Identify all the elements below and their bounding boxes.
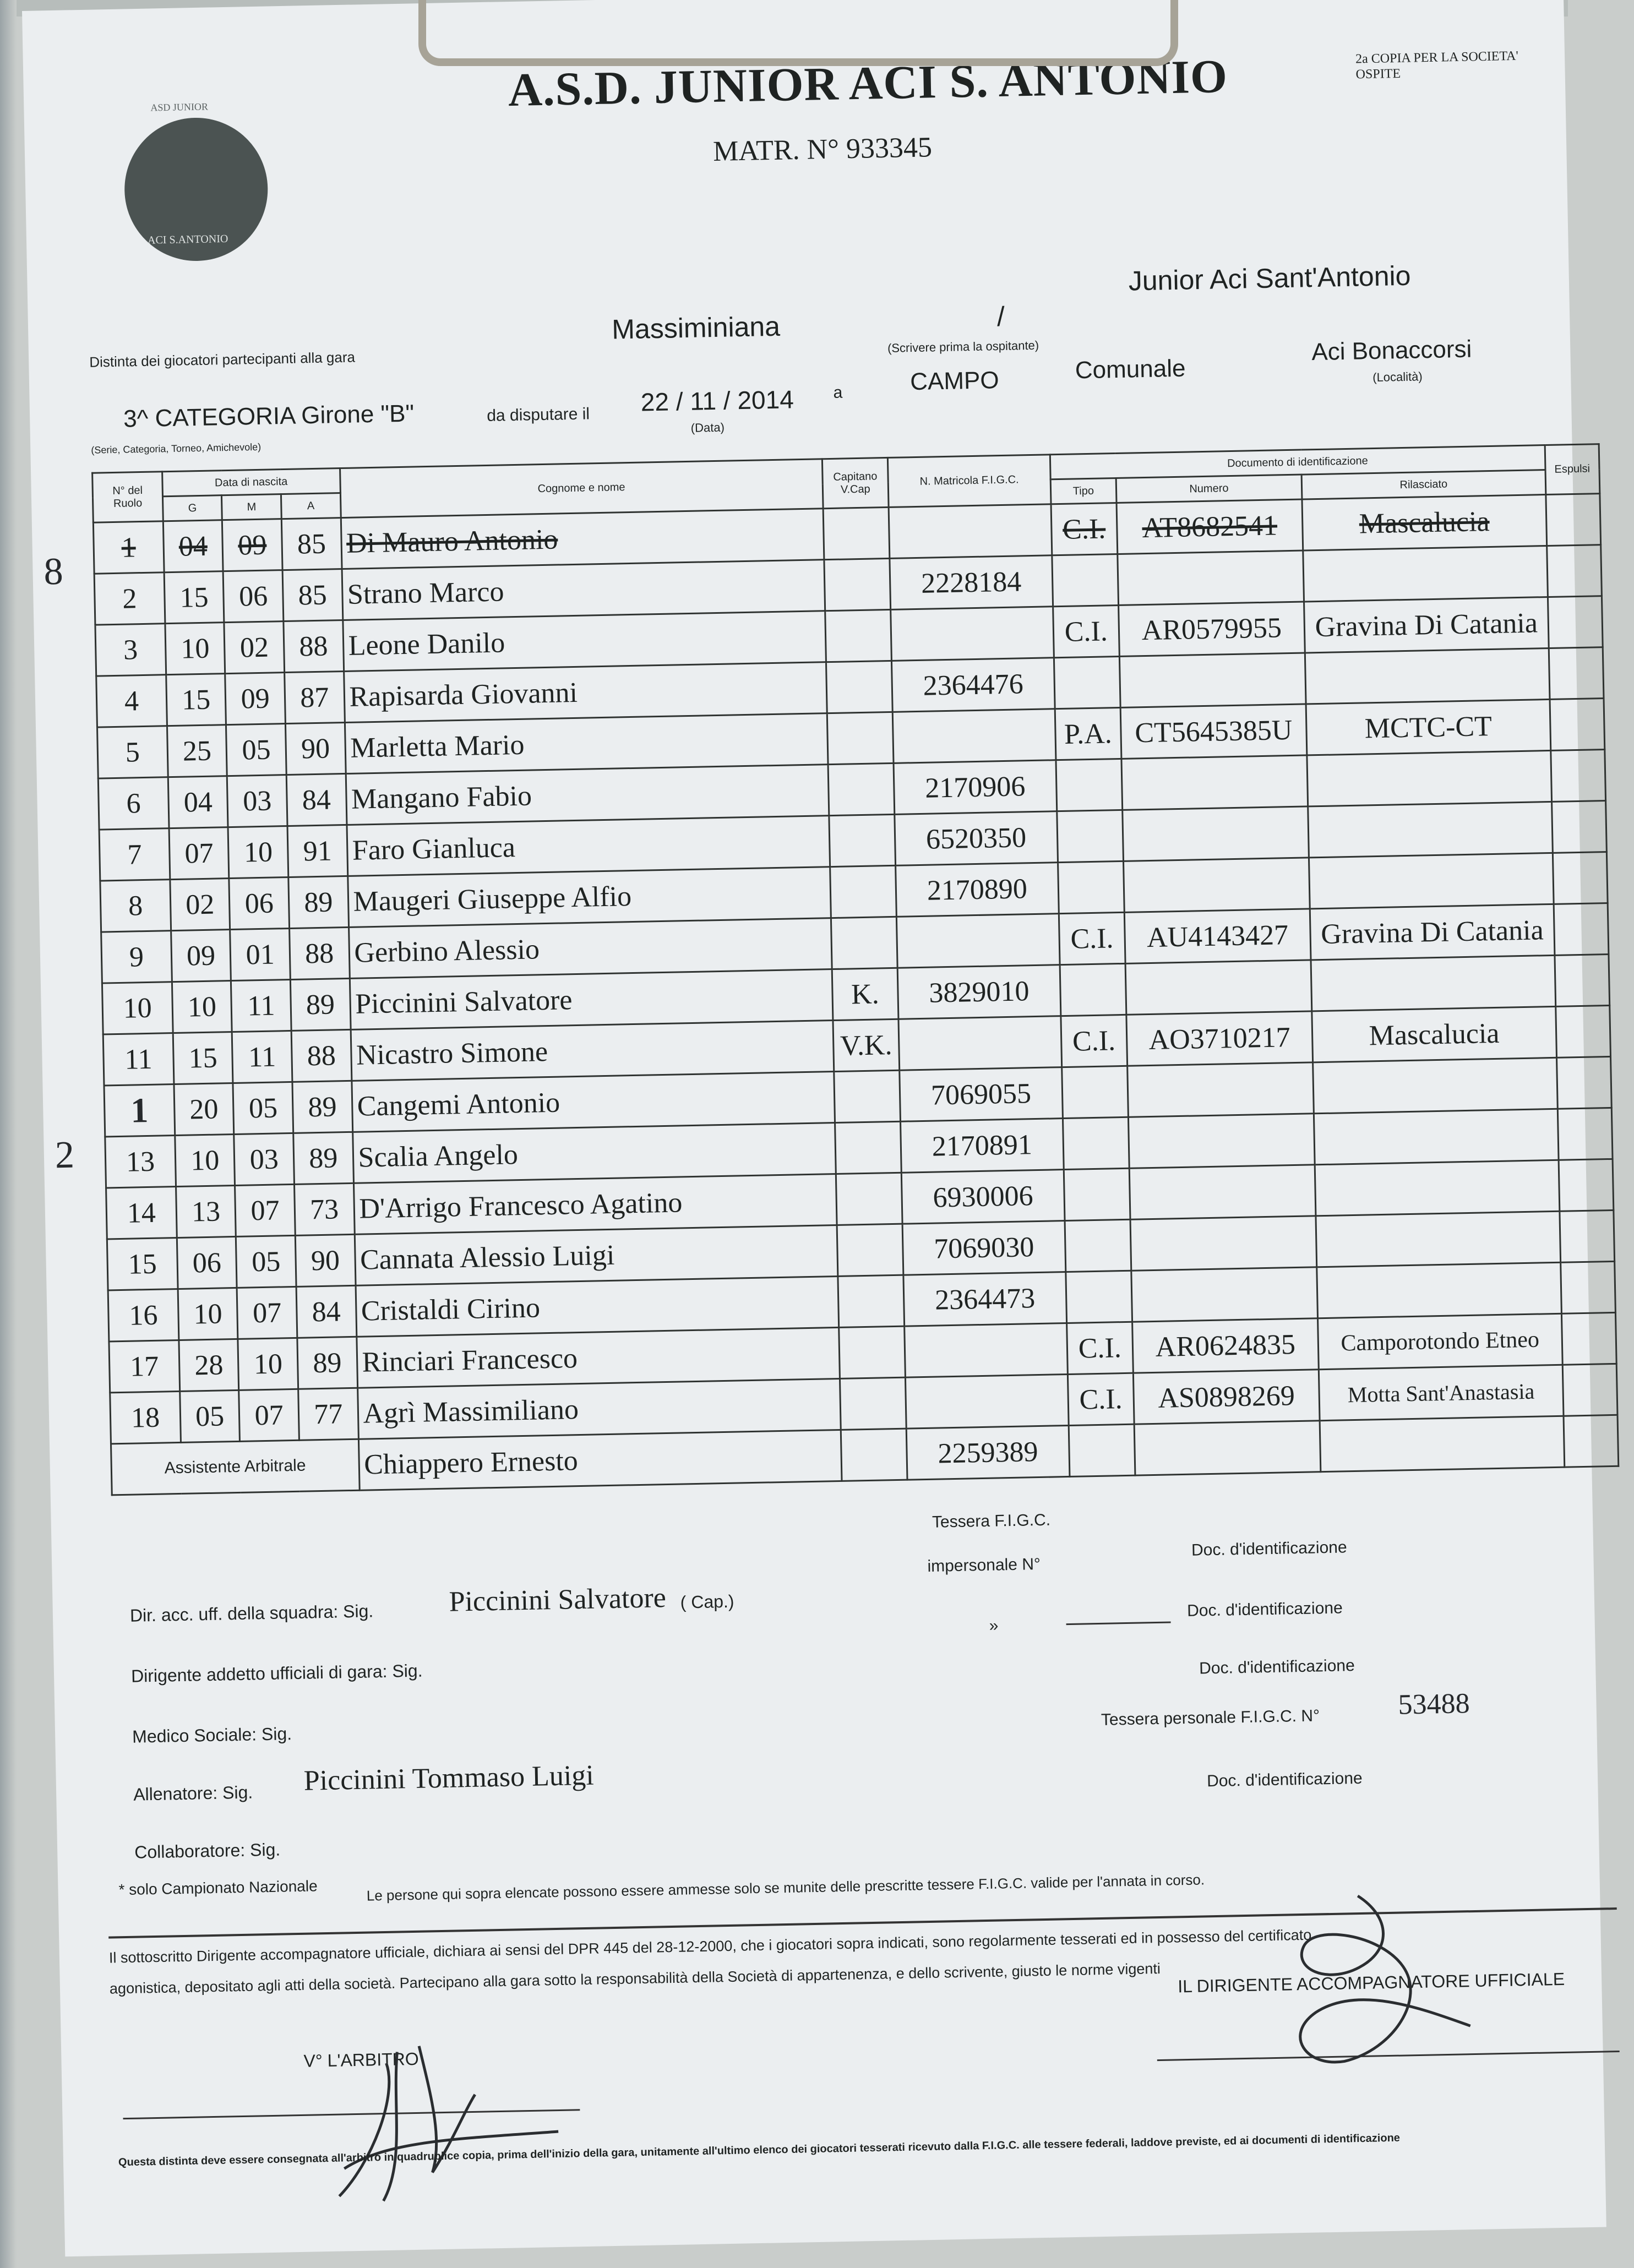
expelled-cell (1553, 852, 1608, 904)
expelled-cell (1556, 1056, 1611, 1109)
birth-day: 28 (179, 1339, 239, 1391)
dir-label: Dir. acc. uff. della squadra: Sig. (129, 1601, 374, 1626)
player-no: 18 (110, 1391, 181, 1443)
doc-type (1066, 1271, 1132, 1323)
captain-mark (823, 507, 890, 559)
header-roster-no: N° del Ruolo (92, 472, 164, 522)
header-rilasciato: Rilasciato (1301, 470, 1545, 499)
matricola: 7069055 (899, 1067, 1063, 1122)
nazionale-note: * solo Campionato Nazionale (118, 1877, 318, 1899)
doc-type: C.I. (1051, 503, 1117, 555)
birth-day: 15 (173, 1032, 233, 1084)
birth-day: 10 (165, 623, 225, 675)
player-name: Scalia Angelo (352, 1123, 836, 1184)
bottom-note: Questa distinta deve essere consegnata all'arbitro in quadruplice copia, prima dell'inizio della gara, unitamente all'ultimo elenco dei giocatori tesserati ricevuto dalla F.I.G.C. alle tessere federali, laddove previste, ed ai documenti di identificazione (118, 2131, 1401, 2169)
doc-number: CT5645385U (1120, 704, 1307, 759)
header-tipo: Tipo (1050, 478, 1116, 504)
birth-day: 25 (167, 725, 227, 777)
captain-mark (827, 712, 894, 764)
club-name: A.S.D. JUNIOR ACI S. ANTONIO (507, 49, 1228, 117)
doc-type: C.I. (1059, 912, 1125, 964)
arbitro-label: V° L'ARBITRO (303, 2048, 420, 2071)
margin-mark-8: 8 (43, 550, 64, 593)
locality: Aci Bonaccorsi (1311, 335, 1472, 366)
player-no: 7 (99, 828, 170, 881)
birth-month: 03 (234, 1133, 294, 1185)
doc-type (1058, 861, 1124, 913)
matricola: 2170906 (894, 760, 1057, 815)
doc-issuer (1307, 750, 1551, 806)
player-name: Gerbino Alessio (348, 918, 832, 979)
date-note: (Data) (690, 420, 725, 435)
player-no: 17 (109, 1340, 180, 1392)
roster-table (91, 443, 1619, 1496)
background-edge (0, 0, 17, 2268)
birth-day: 05 (180, 1390, 240, 1442)
birth-year: 77 (298, 1388, 358, 1440)
doc-number (1130, 1216, 1317, 1271)
player-name: Di Mauro Antonio (341, 509, 824, 569)
margin-mark-2: 2 (55, 1133, 75, 1177)
captain-mark (837, 1224, 903, 1276)
birth-day: 15 (166, 674, 226, 726)
captain-mark (825, 609, 892, 662)
player-no: 5 (97, 726, 168, 778)
doc-type: C.I. (1053, 605, 1119, 657)
captain-mark (836, 1173, 902, 1225)
birth-year: 90 (295, 1234, 355, 1286)
birth-year: 84 (286, 773, 346, 826)
home-team: Massiminiana (611, 310, 781, 345)
captain-mark (826, 661, 892, 713)
matricola (892, 709, 1056, 764)
player-no: 11 (103, 1033, 174, 1086)
player-no: 8 (100, 880, 171, 932)
doc-number: AT8682541 (1116, 499, 1303, 554)
doc-issuer: Mascalucia (1302, 495, 1546, 550)
birth-month: 07 (237, 1286, 297, 1339)
arbitro-signature (320, 2026, 587, 2207)
doc-issuer (1315, 1160, 1559, 1215)
birth-day: 13 (176, 1185, 236, 1237)
header-id-doc: Documento di identificazione (1050, 445, 1545, 479)
doc-type (1052, 554, 1118, 606)
doc-type: C.I. (1061, 1015, 1127, 1067)
doc-type (1064, 1168, 1130, 1220)
header-expelled: Espulsi (1545, 444, 1600, 495)
matricola (904, 1323, 1067, 1378)
matricola (898, 1016, 1062, 1071)
header-name: Cognome e nome (340, 459, 823, 518)
locality-note: (Località) (1372, 369, 1423, 385)
expelled-cell (1545, 494, 1600, 546)
matricola (890, 607, 1054, 661)
ditto-mark: » (989, 1616, 999, 1635)
player-name: Rinciari Francesco (356, 1327, 840, 1388)
matricola: 2170890 (895, 863, 1059, 917)
assistant-matricola: 2259389 (906, 1425, 1070, 1480)
player-name: Nicastro Simone (351, 1021, 834, 1081)
header-numero: Numero (1116, 475, 1303, 503)
captain-mark (829, 814, 896, 866)
header-a: A (281, 493, 340, 519)
birth-year: 88 (284, 620, 344, 673)
doc-type: C.I. (1067, 1373, 1134, 1425)
captain-mark (838, 1275, 905, 1327)
doc-issuer (1309, 853, 1554, 908)
player-name: Marletta Mario (345, 713, 828, 774)
doc-issuer (1317, 1262, 1561, 1318)
birth-day: 04 (168, 776, 228, 828)
field-label: CAMPO (909, 367, 1000, 396)
player-no: 4 (96, 675, 167, 727)
logo-text-top: ASD JUNIOR (150, 101, 209, 113)
assistant-cap-cell (841, 1429, 907, 1481)
player-no: 3 (95, 624, 166, 676)
matricola (905, 1374, 1069, 1429)
doc-issuer: Camporotondo Etneo (1318, 1313, 1562, 1369)
player-name: Rapisarda Giovanni (344, 662, 827, 723)
doc-issuer: Gravina Di Catania (1304, 597, 1549, 653)
header-m: M (222, 494, 281, 520)
write-first-note: (Scrivere prima la ospitante) (887, 338, 1039, 355)
doc-type (1054, 656, 1120, 708)
player-no: 6 (98, 777, 169, 830)
captain-mark (830, 865, 897, 918)
doc-number (1117, 550, 1304, 605)
doc-type (1065, 1219, 1131, 1272)
doc-number (1128, 1114, 1315, 1168)
doc-number (1121, 755, 1308, 810)
birth-year: 90 (285, 722, 345, 775)
match-date: 22 / 11 / 2014 (640, 385, 794, 417)
document-sheet (22, 0, 1606, 2256)
expelled-cell (1561, 1312, 1616, 1365)
at-label: a (833, 383, 843, 402)
assistant-doc-number (1134, 1421, 1321, 1475)
birth-day: 20 (174, 1083, 234, 1135)
doc-number (1131, 1267, 1317, 1322)
matricola: 2364476 (891, 658, 1055, 712)
doc-number: AR0624835 (1132, 1318, 1319, 1373)
expelled-cell (1557, 1108, 1613, 1160)
doc-number: AR0579955 (1118, 602, 1305, 656)
birth-year: 84 (296, 1285, 356, 1338)
captain-mark (835, 1121, 902, 1174)
captain-mark (831, 917, 897, 969)
birth-month: 11 (232, 1031, 292, 1083)
player-name: Faro Gianluca (346, 816, 830, 876)
doc-number (1123, 858, 1310, 912)
expelled-cell (1562, 1364, 1617, 1416)
doc-number: AS0898269 (1133, 1370, 1320, 1424)
birth-day: 06 (177, 1236, 237, 1289)
to-play-label: da disputare il (486, 405, 590, 425)
player-name: Piccinini Salvatore (350, 969, 833, 1030)
birth-day: 10 (172, 981, 232, 1033)
expelled-cell (1554, 954, 1609, 1006)
dir-cap: ( Cap.) (680, 1591, 734, 1612)
assistant-doc-type (1069, 1424, 1135, 1476)
birth-year: 73 (294, 1183, 354, 1235)
player-no: 1 (104, 1084, 175, 1137)
doc-number: AO3710217 (1126, 1011, 1312, 1066)
matricola: 7069030 (902, 1221, 1066, 1275)
birth-month: 02 (224, 621, 284, 674)
doc-number (1119, 653, 1306, 707)
doc-issuer (1303, 546, 1548, 602)
birth-month: 10 (238, 1338, 298, 1390)
expelled-cell (1546, 545, 1602, 597)
birth-year: 88 (290, 927, 350, 979)
birth-month: 06 (229, 877, 289, 930)
dir-name: Piccinini Salvatore (449, 1582, 667, 1618)
player-name: Leone Danilo (342, 611, 826, 672)
captain-mark (828, 763, 895, 815)
impersonale-label: impersonale N° (927, 1555, 1041, 1575)
birth-month: 07 (239, 1389, 299, 1441)
away-team: Junior Aci Sant'Antonio (1128, 260, 1411, 297)
doc-id-label-4: Doc. d'identificazione (1206, 1769, 1363, 1791)
expelled-cell (1559, 1159, 1614, 1211)
captain-mark (824, 558, 891, 610)
player-no: 9 (101, 931, 172, 983)
intro-label: Distinta dei giocatori partecipanti alla gara (89, 348, 356, 370)
birth-day: 10 (178, 1288, 238, 1340)
declaration-line-2: agonistica, depositato agli atti della società. Partecipano alla gara sotto la responsabilità della Società di appartenenza, e dello scrivente, giusto le norme vigenti (109, 1960, 1161, 1997)
birth-day: 09 (171, 930, 231, 982)
birth-month: 05 (226, 724, 286, 776)
matricola: 2170891 (900, 1119, 1064, 1173)
birth-year: 85 (282, 569, 342, 621)
player-name: Cangemi Antonio (351, 1072, 835, 1132)
doc-type: P.A. (1055, 707, 1121, 760)
player-no: 13 (105, 1136, 176, 1188)
doc-type: C.I. (1067, 1322, 1133, 1374)
birth-year: 85 (281, 518, 341, 570)
player-no: 2 (94, 573, 165, 625)
doc-number (1125, 960, 1312, 1015)
birth-year: 89 (292, 1081, 352, 1133)
assistant-doc-issuer (1320, 1416, 1564, 1471)
header-g: G (162, 495, 222, 521)
doc-number (1129, 1165, 1316, 1219)
doc-id-label-1: Doc. d'identificazione (1191, 1538, 1347, 1560)
player-no: 16 (108, 1289, 179, 1341)
doc-issuer (1311, 955, 1555, 1011)
matricola-number: MATR. N° 933345 (712, 132, 933, 167)
player-name: Strano Marco (342, 560, 825, 620)
birth-year: 89 (288, 876, 348, 928)
birth-day: 10 (175, 1134, 235, 1186)
doc-id-label-3: Doc. d'identificazione (1199, 1656, 1355, 1678)
doc-issuer: Gravina Di Catania (1310, 904, 1554, 959)
player-name: Mangano Fabio (346, 765, 829, 825)
matricola: 6930006 (901, 1170, 1065, 1224)
birth-month: 03 (227, 775, 287, 827)
doc-type (1063, 1117, 1129, 1169)
doc-type (1057, 810, 1123, 862)
dirigente-signature (1248, 1882, 1504, 2074)
expelled-cell (1559, 1210, 1614, 1262)
birth-year: 91 (287, 825, 347, 877)
doc-type (1060, 963, 1126, 1016)
birth-year: 88 (291, 1029, 351, 1082)
doc-issuer (1305, 648, 1550, 704)
doc-issuer: Mascalucia (1312, 1006, 1556, 1062)
tessera-personale-label: Tessera personale F.I.G.C. N° (1101, 1707, 1320, 1729)
tessera-label: Tessera F.I.G.C. (932, 1511, 1051, 1531)
player-name: Agrì Massimiliano (357, 1378, 841, 1439)
dirigente-signature-label: IL DIRIGENTE ACCOMPAGNATORE UFFICIALE (1177, 1969, 1565, 1997)
category-note: (Serie, Categoria, Torneo, Amichevole) (91, 441, 262, 456)
player-no: 10 (102, 982, 173, 1034)
birth-month: 05 (233, 1082, 293, 1134)
expelled-cell (1548, 596, 1603, 648)
doc-issuer: Motta Sant'Anastasia (1319, 1365, 1564, 1420)
expelled-cell (1555, 1005, 1610, 1057)
player-no: 14 (106, 1187, 177, 1239)
birth-year: 89 (297, 1337, 357, 1389)
player-name: Cannata Alessio Luigi (355, 1225, 838, 1285)
captain-mark: K. (832, 968, 898, 1020)
matricola: 2364473 (903, 1272, 1067, 1327)
impersonale-line (1066, 1621, 1171, 1625)
dirigente-label: Dirigente addetto ufficiali di gara: Sig. (130, 1660, 423, 1686)
doc-type (1062, 1066, 1128, 1118)
expelled-cell (1549, 647, 1604, 700)
matricola: 2228184 (890, 555, 1053, 610)
allenatore-name: Piccinini Tommaso Luigi (303, 1759, 595, 1797)
player-no: 1 (93, 521, 164, 574)
tessera-personale-number: 53488 (1397, 1688, 1470, 1721)
birth-month: 01 (230, 928, 290, 980)
player-name: D'Arrigo Francesco Agatino (353, 1174, 837, 1235)
expelled-cell (1550, 699, 1605, 751)
captain-mark (834, 1070, 901, 1122)
captain-mark (839, 1326, 906, 1378)
expelled-cell (1550, 750, 1605, 802)
copy-note: 2a COPIA PER LA SOCIETA' OSPITE (1355, 48, 1519, 82)
doc-id-label-2: Doc. d'identificazione (1186, 1599, 1343, 1620)
doc-issuer (1316, 1211, 1560, 1267)
clipboard-clip (418, 0, 1178, 66)
birth-year: 89 (290, 978, 350, 1031)
club-logo (101, 83, 291, 274)
medico-label: Medico Sociale: Sig. (132, 1724, 292, 1747)
expelled-cell (1560, 1261, 1615, 1313)
doc-issuer: MCTC-CT (1306, 699, 1550, 755)
doc-type (1056, 759, 1122, 811)
birth-day: 07 (169, 827, 229, 880)
doc-number: AU4143427 (1124, 909, 1311, 963)
matricola: 3829010 (897, 965, 1061, 1019)
assistant-name: Chiappero Ernesto (358, 1430, 842, 1490)
player-name: Cristaldi Cirino (356, 1276, 839, 1337)
player-name: Maugeri Giuseppe Alfio (347, 867, 831, 928)
birth-month: 09 (225, 673, 285, 725)
expelled-cell (1554, 903, 1609, 956)
field-name: Comunale (1075, 355, 1186, 384)
birth-month: 07 (235, 1184, 295, 1236)
logo-text-bottom: ACI S.ANTONIO (147, 232, 228, 247)
birth-day: 04 (163, 520, 223, 573)
header-matricola: N. Matricola F.I.G.C. (887, 455, 1051, 508)
birth-month: 09 (222, 519, 282, 571)
header-birth-date: Data di nascita (162, 468, 340, 497)
captain-mark: V.K. (833, 1019, 900, 1071)
doc-number (1122, 806, 1309, 861)
birth-month: 10 (228, 826, 288, 879)
matricola (896, 914, 1060, 968)
declaration-line-1: Il sottoscritto Dirigente accompagnatore ufficiale, dichiara ai sensi del DPR 445 del 28-12-2000, che i giocatori sopra indicati, sono regolarmente tesserati ed in possesso del certificato (108, 1907, 1617, 1967)
allenatore-label: Allenatore: Sig. (133, 1782, 253, 1804)
matricola (889, 504, 1052, 559)
team-separator: / (996, 301, 1005, 332)
expelled-cell (1551, 801, 1606, 853)
doc-issuer (1308, 802, 1553, 857)
collaboratore-label: Collaboratore: Sig. (134, 1839, 281, 1862)
category: 3^ CATEGORIA Girone "B" (123, 400, 415, 433)
doc-issuer (1314, 1109, 1559, 1164)
birth-month: 11 (231, 979, 291, 1032)
doc-issuer (1313, 1057, 1557, 1113)
assistant-label: Assistente Arbitrale (111, 1439, 359, 1495)
birth-year: 87 (285, 672, 345, 724)
persone-note: Le persone qui sopra elencate possono essere ammesse solo se munite delle prescritte tessere F.I.G.C. valide per l'annata in corso. (366, 1871, 1205, 1904)
birth-day: 15 (164, 571, 224, 624)
doc-number (1127, 1062, 1314, 1117)
birth-month: 05 (236, 1235, 296, 1288)
birth-month: 06 (223, 570, 283, 623)
birth-day: 02 (170, 879, 230, 931)
assistant-expelled-cell (1564, 1415, 1619, 1467)
captain-mark (840, 1377, 906, 1430)
player-no: 15 (107, 1238, 178, 1290)
header-captain: Capitano V.Cap (822, 457, 888, 508)
matricola: 6520350 (895, 811, 1058, 866)
birth-year: 89 (293, 1132, 353, 1184)
